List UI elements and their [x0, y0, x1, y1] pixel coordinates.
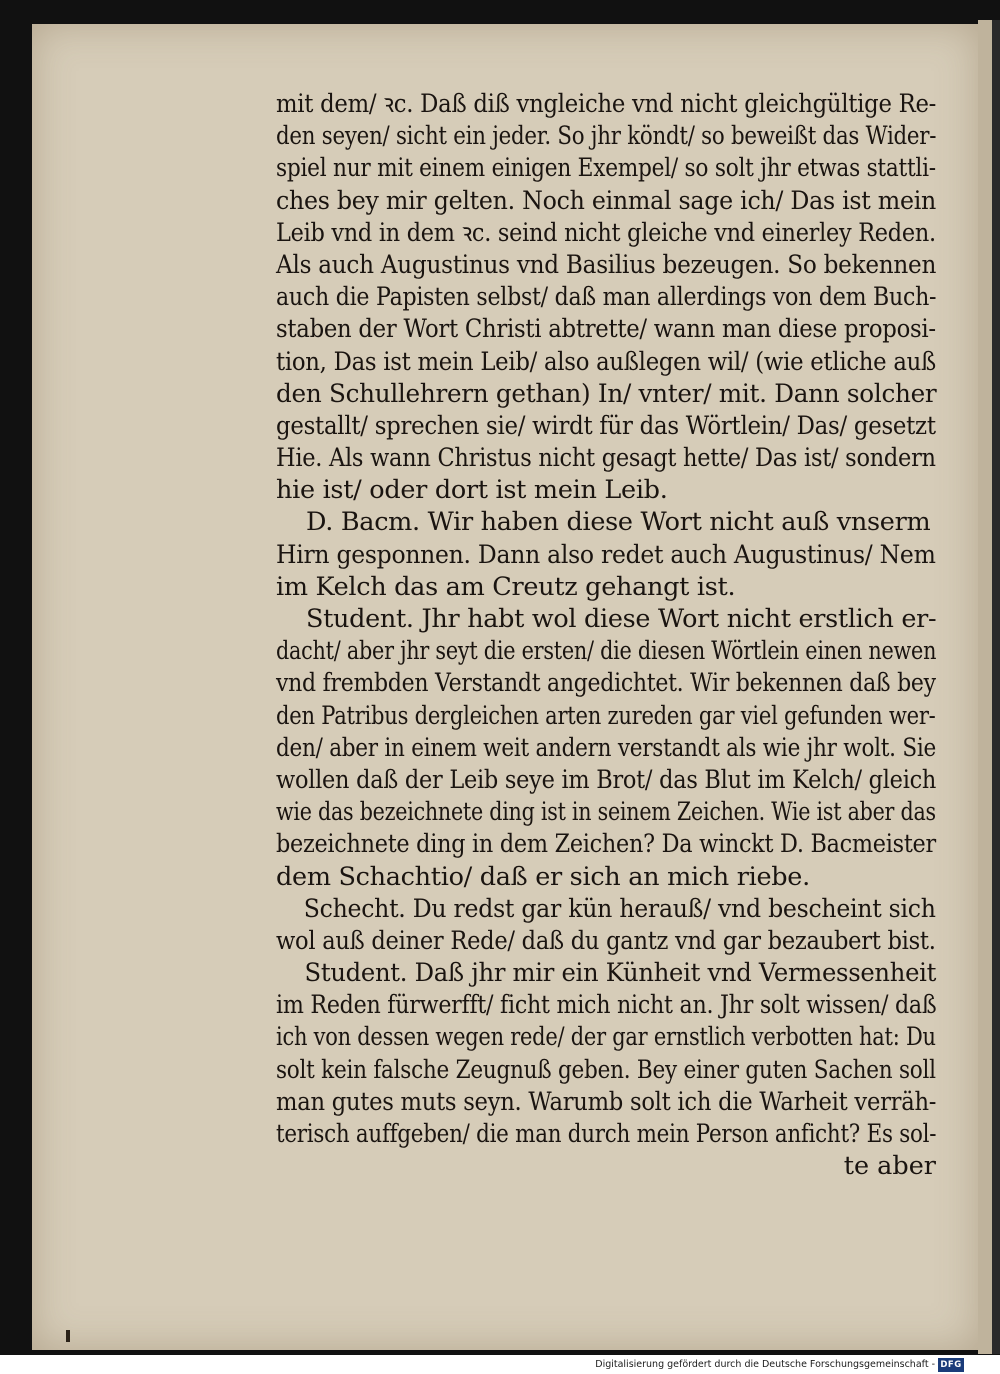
text-line: ich von dessen wegen rede/ der gar ernstlich verbotten hat: Du — [276, 1022, 936, 1053]
text-line: wol auß deiner Rede/ daß du gantz vnd gar bezaubert bist. — [276, 925, 936, 956]
text-line: den seyen/ sicht ein jeder. So jhr köndt/ so beweißt das Wider- — [276, 121, 937, 152]
text-line: dacht/ aber jhr seyt die ersten/ die diesen Wörtlein einen newen — [276, 636, 937, 667]
footer-credit — [595, 1358, 964, 1372]
text-line: Student. Daß jhr mir ein Künheit vnd Vermessenheit — [304, 958, 937, 989]
text-line: tion, Das ist mein Leib/ also außlegen wil/ (wie etliche auß — [276, 346, 936, 377]
text-line: den Schullehrern gethan) In/ vnter/ mit. Dann solcher — [276, 378, 937, 409]
text-line: wie das bezeichnete ding ist in seinem Zeichen. Wie ist aber das — [276, 797, 936, 828]
text-line: D. Bacm. Wir haben diese Wort nicht auß vnserm — [306, 507, 931, 538]
text-line: mit dem/ ꝛc. Daß diß vngleiche vnd nicht gleichgültige Re- — [276, 89, 937, 119]
text-line: auch die Papisten selbst/ daß man allerdings von dem Buch- — [276, 282, 937, 313]
text-line: terisch auffgeben/ die man durch mein Person anficht? Es sol- — [276, 1119, 937, 1149]
text-line: Leib vnd in dem ꝛc. seind nicht gleiche vnd einerley Reden. — [276, 217, 936, 248]
text-line: den/ aber in einem weit andern verstandt als wie jhr wolt. Sie — [276, 732, 936, 763]
text-line: vnd frembden Verstandt angedichtet. Wir bekennen daß bey — [276, 668, 936, 699]
text-line: ches bey mir gelten. Noch einmal sage ich/ Das ist mein — [276, 185, 937, 216]
text-line: bezeichnete ding in dem Zeichen? Da winckt D. Bacmeister — [276, 829, 936, 860]
credit-text: Digitalisierung gefördert durch die Deutsche Forschungsgemeinschaft - — [595, 1359, 935, 1370]
text-line: Student. Jhr habt wol diese Wort nicht erstlich er- — [305, 604, 937, 634]
text-line: Hie. Als wann Christus nicht gesagt hette/ Das ist/ sondern — [276, 443, 936, 474]
text-line: man gutes muts seyn. Warumb solt ich die Warheit verräh- — [276, 1086, 937, 1117]
text-line: spiel nur mit einem einigen Exempel/ so solt jhr etwas stattli- — [276, 153, 936, 184]
text-line: wollen daß der Leib seye im Brot/ das Blut im Kelch/ gleich — [276, 764, 937, 795]
catchword: te aber — [843, 1151, 936, 1182]
text-line: den Patribus dergleichen arten zureden gar viel gefunden wer- — [276, 700, 936, 731]
dfg-logo-icon[interactable]: DFG — [938, 1358, 964, 1372]
scan-border — [992, 20, 1000, 1354]
text-line: Als auch Augustinus vnd Basilius bezeugen. So bekennen — [276, 249, 937, 280]
text-line: im Kelch das am Creutz gehangt ist. — [276, 571, 736, 602]
text-line: Schecht. Du redst gar kün herauß/ vnd bescheint sich — [303, 893, 936, 924]
text-line: im Reden fürwerfft/ ficht mich nicht an. Jhr solt wissen/ daß — [276, 990, 937, 1021]
text-line: solt kein falsche Zeugnuß geben. Bey einer guten Sachen soll — [276, 1054, 936, 1085]
text-line: dem Schachtio/ daß er sich an mich riebe. — [276, 861, 810, 892]
text-line: hie ist/ oder dort ist mein Leib. — [276, 475, 668, 506]
page-edge — [978, 20, 992, 1354]
ink-mark — [66, 1330, 70, 1342]
text-line: Hirn gesponnen. Dann also redet auch Augustinus/ Nem — [276, 539, 936, 570]
text-line: staben der Wort Christi abtrette/ wann man diese proposi- — [276, 314, 936, 345]
page-text — [276, 88, 938, 1182]
text-line: gestallt/ sprechen sie/ wirdt für das Wörtlein/ Das/ gesetzt — [276, 410, 936, 441]
